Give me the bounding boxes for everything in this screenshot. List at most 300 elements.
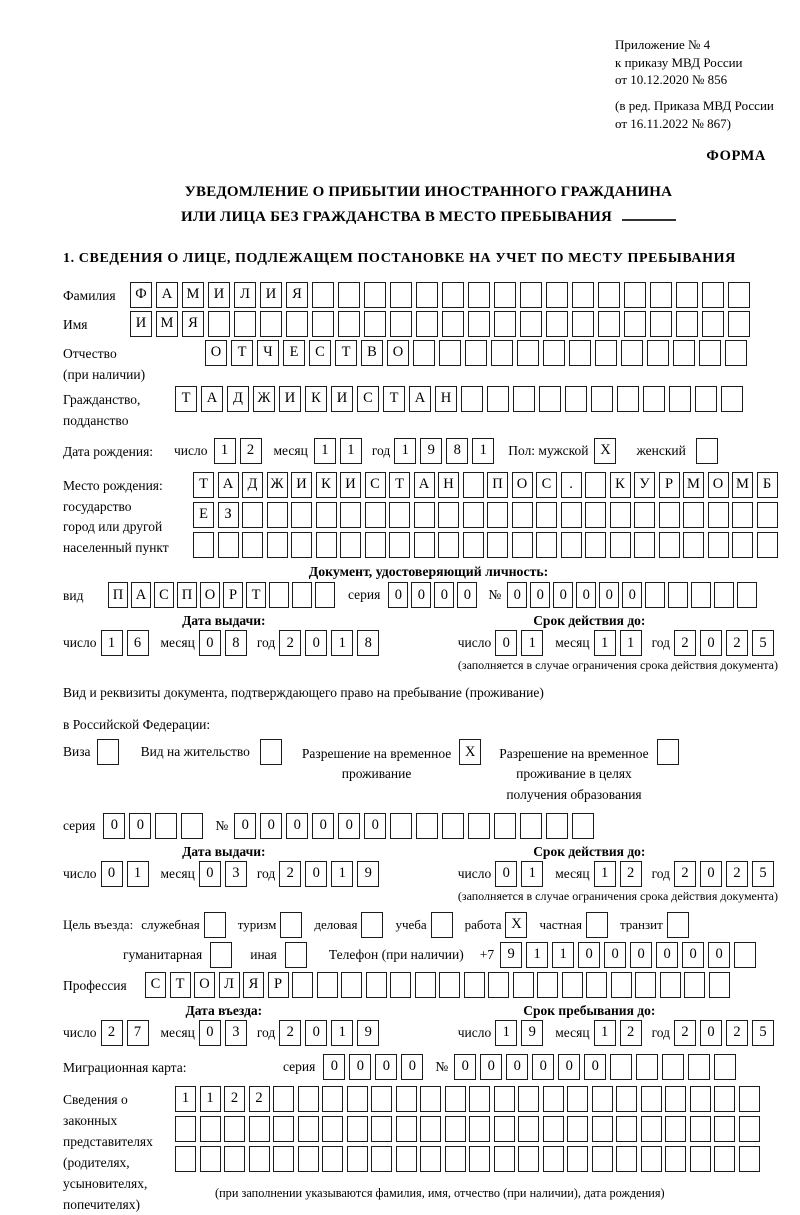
identity-kind-label: вид [63,588,84,604]
birth-place-boxes-row3 [193,532,781,558]
char-box: 0 [401,1054,423,1080]
char-box-empty [371,1116,392,1142]
char-box: Ф [130,282,152,308]
birth-place-boxes-row2 [193,502,781,528]
month-label: месяц [160,635,195,651]
char-box: 2 [674,861,696,887]
stay-doc-date-headers [63,844,794,860]
char-box-empty [487,502,508,528]
char-box: 0 [199,630,221,656]
char-box: 3 [225,1020,247,1046]
char-box-empty [543,340,565,366]
purpose-work-label: работа [464,916,502,932]
purpose-humanitarian-label: гуманитарная [123,946,203,962]
char-box-empty [641,1086,662,1112]
char-box: X [505,912,527,938]
char-box: 0 [558,1054,580,1080]
identity-issue-day-boxes [101,630,153,656]
char-box-empty [690,1086,711,1112]
char-box: 0 [576,582,596,608]
birth-place-label-4: населенный пункт [63,540,169,556]
char-box-empty [468,813,490,839]
other-purpose-checkbox [285,942,311,968]
char-box-empty [292,582,312,608]
char-box-empty [338,282,360,308]
char-box: А [131,582,151,608]
birth-place-row [63,472,794,560]
char-box: Е [283,340,305,366]
char-box-empty [732,532,753,558]
char-box: 0 [553,582,573,608]
official-checkbox [204,912,230,938]
birth-date-label: Дата рождения: [63,443,154,459]
char-box: Н [438,472,459,498]
char-box: М [156,311,178,337]
char-box: Т [383,386,405,412]
char-box-empty [364,282,386,308]
char-box-empty [561,532,582,558]
char-box-empty [668,582,688,608]
char-box-empty [340,532,361,558]
char-box-empty [364,311,386,337]
representatives-boxes-row3 [175,1146,763,1172]
char-box-empty [200,1146,221,1172]
char-box-empty [494,1086,515,1112]
char-box: 2 [101,1020,123,1046]
char-box-empty [390,282,412,308]
char-box-empty [592,1116,613,1142]
char-box-empty [242,532,263,558]
char-box: 5 [752,1020,774,1046]
char-box: Т [389,472,410,498]
char-box-empty [273,1086,294,1112]
representatives-label-6: попечителях) [63,1196,140,1212]
appendix-line-2: к приказу МВД России [615,54,743,70]
restriction-note: (заполняется в случае ограничения срока действия документа) [457,888,778,903]
profession-row [63,972,794,998]
char-box: 0 [630,942,652,968]
representatives-row [63,1086,794,1215]
number-label: № [435,1058,449,1074]
stay-doc-valid-group [458,861,778,887]
char-box: 1 [472,438,494,464]
citizenship-label [63,386,175,432]
char-box-empty [665,1146,686,1172]
char-box: 0 [286,813,308,839]
char-box-empty [536,532,557,558]
edu-permit-label [499,739,648,805]
char-box-empty [285,942,307,968]
identity-dates-row [63,630,778,656]
char-box-empty [431,912,453,938]
char-box: А [218,472,239,498]
char-box-empty [714,1116,735,1142]
char-box-empty [591,386,613,412]
char-box-empty [546,311,568,337]
identity-issue-group [63,630,383,656]
char-box-empty [586,912,608,938]
char-box: 2 [726,861,748,887]
char-box-empty [347,1086,368,1112]
char-box: С [365,472,386,498]
month-label: месяц [273,442,308,458]
char-box-empty [610,532,631,558]
char-box-empty [442,311,464,337]
char-box-empty [488,972,509,998]
char-box: 0 [305,861,327,887]
char-box-empty [757,532,778,558]
char-box-empty [494,311,516,337]
issue-date-heading: Дата выдачи: [182,843,266,859]
stay-doc-number-boxes [234,813,598,839]
char-box-empty [316,532,337,558]
char-box-empty [650,311,672,337]
char-box-empty [536,502,557,528]
char-box: 2 [620,861,642,887]
stay-doc-valid-year-boxes [674,861,778,887]
char-box-empty [572,311,594,337]
char-box-empty [273,1116,294,1142]
stay-until-group [458,1020,778,1046]
char-box: 0 [323,1054,345,1080]
char-box-empty [662,1054,684,1080]
stay-doc-intro-line1: Вид и реквизиты документа, подтверждающего право на пребывание (проживание) [63,685,544,701]
char-box-empty [366,972,387,998]
identity-date-headers [63,613,794,629]
char-box: 0 [584,1054,606,1080]
char-box: 9 [357,1020,379,1046]
char-box: 0 [312,813,334,839]
appendix-line-1: Приложение № 4 [615,37,711,52]
representatives-label-2: законных [63,1112,118,1128]
char-box-empty [439,972,460,998]
stay-doc-series-boxes [103,813,207,839]
char-box-empty [708,502,729,528]
char-box: 1 [314,438,336,464]
char-box: Ж [253,386,275,412]
temp-permit-line2: проживание [341,766,412,782]
char-box-empty [714,1086,735,1112]
patronymic-label [63,340,205,386]
char-box-empty [461,386,483,412]
char-box-empty [286,311,308,337]
char-box: 2 [726,630,748,656]
char-box: 0 [129,813,151,839]
char-box: 1 [331,1020,353,1046]
char-box-empty [567,1146,588,1172]
patronymic-row [63,340,794,386]
purpose-transit-label: транзит [619,916,663,932]
stay-doc-valid-month-boxes [594,861,646,887]
char-box-empty [181,813,203,839]
year-label: год [651,865,670,881]
char-box-empty [249,1146,270,1172]
char-box: . [561,472,582,498]
char-box: 5 [752,861,774,887]
migration-card-number-boxes [454,1054,740,1080]
char-box-empty [634,502,655,528]
char-box: 0 [260,813,282,839]
char-box: 1 [331,630,353,656]
char-box-empty [512,502,533,528]
profession-label: Профессия [63,977,127,993]
profession-boxes [145,972,733,998]
char-box-empty [224,1146,245,1172]
char-box: 1 [175,1086,196,1112]
char-box: 2 [726,1020,748,1046]
char-box-empty [634,532,655,558]
char-box: 0 [338,813,360,839]
char-box-empty [621,340,643,366]
char-box: 2 [279,1020,301,1046]
stay-month-boxes [594,1020,646,1046]
char-box: С [154,582,174,608]
char-box-empty [175,1146,196,1172]
char-box-empty [650,282,672,308]
char-box-empty [438,502,459,528]
char-box-empty [660,972,681,998]
char-box: 0 [234,813,256,839]
day-label: число [457,1024,492,1040]
char-box: 6 [127,630,149,656]
char-box: З [218,502,239,528]
char-box-empty [624,282,646,308]
year-label: год [256,865,276,881]
char-box: Р [223,582,243,608]
char-box: А [156,282,178,308]
char-box-empty [513,386,535,412]
char-box-empty [390,311,412,337]
char-box-empty [269,582,289,608]
char-box: 0 [599,582,619,608]
char-box-empty [610,1054,632,1080]
visa-label: Виза [63,744,91,760]
char-box: Н [435,386,457,412]
char-box-empty [739,1086,760,1112]
char-box-empty [208,311,230,337]
char-box-empty [683,532,704,558]
birth-year-boxes [394,438,498,464]
stay-doc-issue-day-boxes [101,861,153,887]
char-box: К [305,386,327,412]
char-box-empty [338,311,360,337]
char-box: С [536,472,557,498]
char-box-empty [97,739,119,765]
char-box-empty [641,1146,662,1172]
char-box: 1 [340,438,362,464]
char-box-empty [518,1146,539,1172]
purpose-private-label: частная [539,916,582,932]
day-label: число [457,865,492,881]
char-box-empty [702,311,724,337]
day-label: число [174,442,208,458]
header-reference [615,36,794,132]
char-box-empty [420,1146,441,1172]
char-box-empty [518,1086,539,1112]
char-box-empty [420,1116,441,1142]
char-box-empty [322,1086,343,1112]
representatives-boxes-row2 [175,1116,763,1142]
char-box: 0 [700,630,722,656]
char-box-empty [242,502,263,528]
char-box: Я [286,282,308,308]
char-box-empty [438,532,459,558]
char-box-empty [709,972,730,998]
char-box-empty [657,739,679,765]
char-box: 1 [594,630,616,656]
char-box: К [316,472,337,498]
char-box: 1 [552,942,574,968]
issue-date-heading: Дата выдачи: [182,613,266,629]
char-box-empty [585,502,606,528]
char-box-empty [361,912,383,938]
char-box-empty [688,1054,710,1080]
char-box-empty [617,386,639,412]
edu-permit-line1: Разрешение на временное [499,746,649,762]
char-box-empty [667,912,689,938]
month-label: месяц [555,1024,590,1040]
char-box-empty [737,582,757,608]
char-box-empty [546,282,568,308]
char-box-empty [416,311,438,337]
phone-label: Телефон (при наличии) [328,946,464,962]
migration-card-label: Миграционная карта: [63,1059,187,1075]
identity-valid-month-boxes [594,630,646,656]
surname-row [63,282,794,308]
char-box-empty [464,972,485,998]
char-box: 0 [388,582,408,608]
stay-year-boxes [674,1020,778,1046]
char-box: 0 [506,1054,528,1080]
char-box-empty [298,1116,319,1142]
phone-boxes [500,942,760,968]
char-box-empty [298,1146,319,1172]
female-checkbox [696,438,722,464]
char-box-empty [690,1146,711,1172]
char-box-empty [487,386,509,412]
representatives-boxes [175,1086,763,1201]
migration-card-series-boxes [323,1054,427,1080]
char-box-empty [565,386,587,412]
char-box-empty [463,472,484,498]
char-box: 1 [101,630,123,656]
stay-day-boxes [495,1020,547,1046]
char-box-empty [317,972,338,998]
patronymic-boxes [205,340,751,366]
entry-month-boxes [199,1020,251,1046]
char-box: 0 [622,582,642,608]
char-box: 0 [682,942,704,968]
char-box: 2 [674,630,696,656]
char-box: П [177,582,197,608]
char-box-empty [415,972,436,998]
business-checkbox [361,912,387,938]
identity-number-boxes [507,582,760,608]
stay-doc-dates-row [63,861,778,887]
tourism-checkbox [280,912,306,938]
char-box-empty [389,502,410,528]
representatives-label-1: Сведения о [63,1091,128,1107]
purpose-official-label: служебная [141,916,200,932]
char-box-empty [683,502,704,528]
char-box-empty [696,438,718,464]
char-box-empty [728,282,750,308]
char-box-empty [468,311,490,337]
char-box-empty [390,813,412,839]
patronymic-label-line2: (при наличии) [63,366,146,382]
study-checkbox [431,912,457,938]
char-box: 0 [305,630,327,656]
char-box: 0 [364,813,386,839]
char-box-empty [414,532,435,558]
char-box-empty [513,972,534,998]
identity-doc-heading: Документ, удостоверяющий личность: [308,564,549,580]
char-box: А [409,386,431,412]
char-box-empty [445,1146,466,1172]
title-blank-underline [622,208,676,221]
char-box-empty [537,972,558,998]
representatives-label-3: представителях [63,1133,153,1149]
char-box-empty [249,1116,270,1142]
char-box: М [182,282,204,308]
entry-year-boxes [279,1020,383,1046]
char-box-empty [732,502,753,528]
temp-permit-label [302,739,451,785]
char-box: 1 [214,438,236,464]
char-box-empty [739,1116,760,1142]
char-box-empty [714,1054,736,1080]
citizenship-label-line2: подданство [63,412,129,428]
char-box: В [361,340,383,366]
section1-heading: 1. СВЕДЕНИЯ О ЛИЦЕ, ПОДЛЕЖАЩЕМ ПОСТАНОВКЕ НА УЧЕТ ПО МЕСТУ ПРЕБЫВАНИЯ [63,250,736,266]
char-box: 1 [521,630,543,656]
stay-doc-issue-month-boxes [199,861,251,887]
char-box-empty [291,502,312,528]
char-box-empty [396,1086,417,1112]
char-box: И [291,472,312,498]
day-label: число [63,635,97,651]
char-box-empty [520,813,542,839]
char-box-empty [371,1146,392,1172]
char-box-empty [520,311,542,337]
char-box-empty [322,1116,343,1142]
representatives-boxes-row1 [175,1086,763,1112]
entry-date-headers [63,1003,794,1019]
char-box-empty [702,282,724,308]
phone-prefix: +7 [479,946,495,962]
char-box: Р [659,472,680,498]
birth-place-label-3: город или другой [63,519,163,535]
char-box-empty [616,1086,637,1112]
char-box: 0 [507,582,527,608]
char-box: 0 [103,813,125,839]
char-box: О [387,340,409,366]
char-box-empty [267,532,288,558]
identity-series-boxes [388,582,480,608]
char-box-empty [562,972,583,998]
char-box: О [708,472,729,498]
char-box: 0 [495,630,517,656]
char-box-empty [636,1054,658,1080]
char-box-empty [659,532,680,558]
temp-permit-line1: Разрешение на временное [301,746,452,762]
humanitarian-checkbox [210,942,236,968]
char-box: Б [757,472,778,498]
char-box-empty [341,972,362,998]
char-box-empty [234,311,256,337]
char-box-empty [315,582,335,608]
month-label: месяц [160,865,195,881]
